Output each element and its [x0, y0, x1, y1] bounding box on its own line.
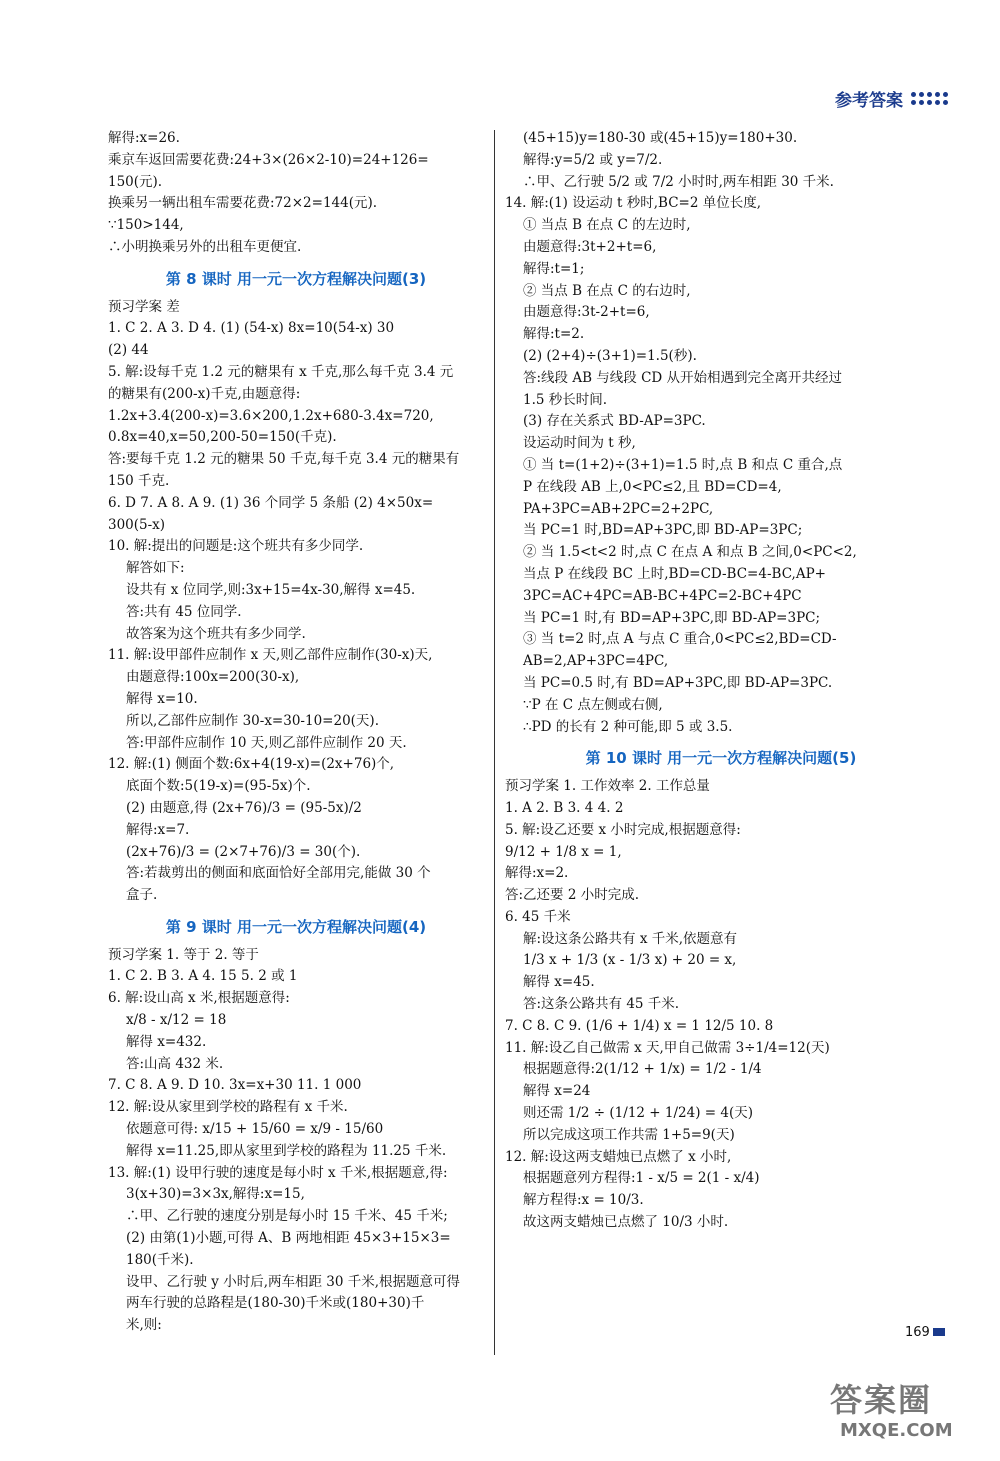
answer-line: 12. 解:(1) 侧面个数:6x+4(19-x)=(2x+76)个, — [108, 756, 395, 773]
answer-line: P 在线段 AB 上,0<PC≤2,且 BD=CD=4, — [523, 478, 782, 495]
answer-line: ∴甲、乙行驶的速度分别是每小时 15 千米、45 千米; — [126, 1208, 448, 1225]
answer-line: 解得:x=7. — [126, 821, 190, 838]
answer-line: 11. 解:设甲部件应制作 x 天,则乙部件应制作(30-x)天, — [108, 647, 433, 664]
answer-line: 答:甲部件应制作 10 天,则乙部件应制作 20 天. — [126, 734, 407, 751]
answer-line: 6. 解:设山高 x 米,根据题意得: — [108, 990, 290, 1007]
answer-line: x/8 - x/12 = 18 — [126, 1012, 227, 1029]
section-heading: 第 10 课时 用一元一次方程解决问题(5) — [585, 749, 857, 768]
answer-line: 解得 x=24 — [523, 1083, 591, 1100]
answer-line: 的糖果有(200-x)千克,由题意得: — [108, 385, 301, 402]
answer-line: 解得 x=10. — [126, 690, 198, 707]
answer-line: ∵150>144, — [108, 217, 184, 234]
watermark-url: MXQE.COM — [840, 1420, 953, 1441]
answer-line: 3(x+30)=3×3x,解得:x=15, — [126, 1186, 305, 1203]
answer-line: 3PC=AC+4PC=AB-BC+4PC=2-BC+4PC — [523, 587, 802, 604]
answer-line: 当点 P 在线段 BC 上时,BD=CD-BC=4-BC,AP+ — [523, 565, 826, 582]
page-header — [835, 86, 948, 111]
left-column — [108, 128, 484, 1337]
answer-line: 米,则: — [126, 1317, 162, 1334]
answer-line: 1. A 2. B 3. 4 4. 2 — [505, 799, 624, 816]
header-title: 参考答案 — [835, 91, 903, 111]
answer-line: 盒子. — [126, 887, 158, 904]
answer-line: 14. 解:(1) 设运动 t 秒时,BC=2 单位长度, — [505, 195, 762, 212]
answer-line: 解得 x=11.25,即从家里到学校的路程为 11.25 千米. — [126, 1142, 447, 1159]
answer-line: ∵P 在 C 点左侧或右侧, — [523, 696, 663, 713]
page-bar-icon — [933, 1328, 945, 1336]
answer-line: 0.8x=40,x=50,200-50=150(千克). — [108, 429, 337, 446]
answer-line: 1. C 2. B 3. A 4. 15 5. 2 或 1 — [108, 968, 298, 985]
answer-line: 5. 解:设每千克 1.2 元的糖果有 x 千克,那么每千克 3.4 元 — [108, 363, 454, 380]
answer-line: 解得:x=26. — [108, 130, 180, 146]
answer-line: 答:乙还要 2 小时完成. — [505, 887, 640, 904]
answer-line: 所以,乙部件应制作 30-x=30-10=20(天). — [126, 712, 379, 729]
answer-line: 解得:x=2. — [505, 865, 569, 882]
dots-decoration-icon — [911, 92, 948, 105]
answer-line: 解得 x=432. — [126, 1033, 207, 1050]
answer-line: ① 当点 B 在点 C 的左边时, — [523, 217, 691, 234]
answer-line: PA+3PC=AB+2PC=2+2PC, — [523, 500, 714, 517]
answer-line: 根据题意得:2(1/12 + 1/x) = 1/2 - 1/4 — [523, 1061, 762, 1078]
answer-line: 乘京车返回需要花费:24+3×(26×2-10)=24+126= — [108, 151, 429, 168]
answer-line: 7. C 8. C 9. (1/6 + 1/4) x = 1 12/5 10. 8 — [505, 1017, 774, 1034]
answer-line: 由题意得:3t+2+t=6, — [523, 238, 657, 255]
answer-line: 150(元). — [108, 173, 163, 190]
column-divider — [494, 130, 495, 1355]
answer-line: 底面个数:5(19-x)=(95-5x)个. — [126, 778, 311, 795]
answer-line: 当 PC=1 时,有 BD=AP+3PC,即 BD-AP=3PC; — [523, 609, 821, 626]
answer-line: (45+15)y=180-30 或(45+15)y=180+30. — [523, 130, 798, 146]
right-column — [505, 128, 937, 1234]
answer-line: 设运动时间为 t 秒, — [523, 435, 636, 452]
answer-line: 答:若裁剪出的侧面和底面恰好全部用完,能做 30 个 — [126, 865, 431, 882]
answer-line: ∴甲、乙行驶 5/2 或 7/2 小时时,两车相距 30 千米. — [523, 173, 834, 190]
answer-line: 150 千克. — [108, 472, 170, 489]
answer-line: 依题意可得: x/15 + 15/60 = x/9 - 15/60 — [126, 1121, 384, 1138]
answer-line: 设共有 x 位同学,则:3x+15=4x-30,解得 x=45. — [126, 581, 416, 598]
answer-line: AB=2,AP+3PC=4PC, — [523, 653, 669, 670]
answer-line: (2) 由第(1)小题,可得 A、B 两地相距 45×3+15×3= — [126, 1230, 451, 1247]
answer-line: 预习学案 差 — [108, 298, 180, 315]
answer-line: 所以完成这项工作共需 1+5=9(天) — [523, 1126, 735, 1143]
answer-line: 根据题意列方程得:1 - x/5 = 2(1 - x/4) — [523, 1170, 760, 1187]
answer-line: 答:这条公路共有 45 千米. — [523, 996, 680, 1013]
answer-line: 解得:t=1; — [523, 260, 585, 277]
answer-line: 1. C 2. A 3. D 4. (1) (54-x) 8x=10(54-x) 30 — [108, 320, 395, 337]
answer-line: 答:山高 432 米. — [126, 1055, 224, 1072]
answer-line: ∴小明换乘另外的出租车更便宜. — [108, 238, 302, 255]
watermark-logo: 答案圈 — [830, 1381, 933, 1419]
answer-line: 解得 x=45. — [523, 974, 595, 991]
answer-line: 1.2x+3.4(200-x)=3.6×200,1.2x+680-3.4x=720, — [108, 407, 434, 424]
answer-line: 9/12 + 1/8 x = 1, — [505, 843, 622, 860]
answer-line: 故答案为这个班共有多少同学. — [126, 625, 306, 642]
answer-line: 答:共有 45 位同学. — [126, 603, 242, 620]
answer-line: 11. 解:设乙自己做需 x 天,甲自己做需 3÷1/4=12(天) — [505, 1039, 830, 1056]
answer-line: 换乘另一辆出租车需要花费:72×2=144(元). — [108, 195, 378, 212]
answer-line: ① 当 t=(1+2)÷(3+1)=1.5 时,点 B 和点 C 重合,点 — [523, 456, 843, 473]
answer-line: 1.5 秒长时间. — [523, 391, 608, 408]
page-footer — [905, 1325, 945, 1340]
answer-line: ② 当 1.5<t<2 时,点 C 在点 A 和点 B 之间,0<PC<2, — [523, 544, 857, 561]
answer-line: 12. 解:设从家里到学校的路程有 x 千米. — [108, 1099, 348, 1116]
answer-line: 故这两支蜡烛已点燃了 10/3 小时. — [523, 1214, 729, 1231]
answer-line: 5. 解:设乙还要 x 小时完成,根据题意得: — [505, 821, 741, 838]
answer-line: 设甲、乙行驶 y 小时后,两车相距 30 千米,根据题意可得 — [126, 1273, 461, 1290]
answer-line: 预习学案 1. 工作效率 2. 工作总量 — [505, 778, 710, 795]
section-heading: 第 8 课时 用一元一次方程解决问题(3) — [165, 269, 427, 288]
answer-line: 预习学案 1. 等于 2. 等于 — [108, 946, 259, 963]
answer-line: 由题意得:3t-2+t=6, — [523, 304, 650, 321]
answer-line: 答:要每千克 1.2 元的糖果 50 千克,每千克 3.4 元的糖果有 — [108, 451, 460, 468]
answer-line: 解得:y=5/2 或 y=7/2. — [523, 151, 663, 168]
answer-line: 6. D 7. A 8. A 9. (1) 36 个同学 5 条船 (2) 4×50x= — [108, 494, 434, 511]
answer-line: ② 当点 B 在点 C 的右边时, — [523, 282, 691, 299]
answer-line: 6. 45 千米 — [505, 908, 571, 925]
answer-line: 当 PC=0.5 时,有 BD=AP+3PC,即 BD-AP=3PC. — [523, 674, 833, 691]
answer-line: 解得:t=2. — [523, 326, 585, 343]
answer-line: 解方程得:x = 10/3. — [523, 1192, 644, 1209]
answer-line: ∴PD 的长有 2 种可能,即 5 或 3.5. — [523, 718, 733, 735]
answer-line: 答:线段 AB 与线段 CD 从开始相遇到完全离开共经过 — [523, 369, 843, 386]
section-heading: 第 9 课时 用一元一次方程解决问题(4) — [165, 917, 427, 936]
answer-line: 则还需 1/2 ÷ (1/12 + 1/24) = 4(天) — [523, 1105, 753, 1122]
answer-line: (2) 由题意,得 (2x+76)/3 = (95-5x)/2 — [126, 799, 362, 816]
answer-line: (2x+76)/3 = (2×7+76)/3 = 30(个). — [126, 843, 361, 860]
answer-line: 180(千米). — [126, 1251, 194, 1268]
answer-line: (3) 存在关系式 BD-AP=3PC. — [523, 413, 706, 430]
answer-line: 解:设这条公路共有 x 千米,依题意有 — [523, 930, 738, 947]
answer-line: 1/3 x + 1/3 (x - 1/3 x) + 20 = x, — [523, 952, 737, 969]
answer-line: 解答如下: — [126, 560, 185, 577]
answer-line: 两车行驶的总路程是(180-30)千米或(180+30)千 — [126, 1295, 425, 1312]
answer-line: ③ 当 t=2 时,点 A 与点 C 重合,0<PC≤2,BD=CD- — [523, 631, 837, 648]
answer-line: (2) (2+4)÷(3+1)=1.5(秒). — [523, 347, 697, 364]
answer-line: 由题意得:100x=200(30-x), — [126, 669, 300, 686]
answer-line: 当 PC=1 时,BD=AP+3PC,即 BD-AP=3PC; — [523, 522, 803, 539]
answer-line: 12. 解:设这两支蜡烛已点燃了 x 小时, — [505, 1148, 732, 1165]
answer-line: (2) 44 — [108, 342, 149, 359]
answer-line: 7. C 8. A 9. D 10. 3x=x+30 11. 1 000 — [108, 1077, 362, 1094]
answer-line: 300(5-x) — [108, 516, 166, 533]
answer-line: 10. 解:提出的问题是:这个班共有多少同学. — [108, 538, 364, 555]
page-number: 169 — [905, 1325, 930, 1340]
answer-line: 13. 解:(1) 设甲行驶的速度是每小时 x 千米,根据题意,得: — [108, 1164, 448, 1181]
